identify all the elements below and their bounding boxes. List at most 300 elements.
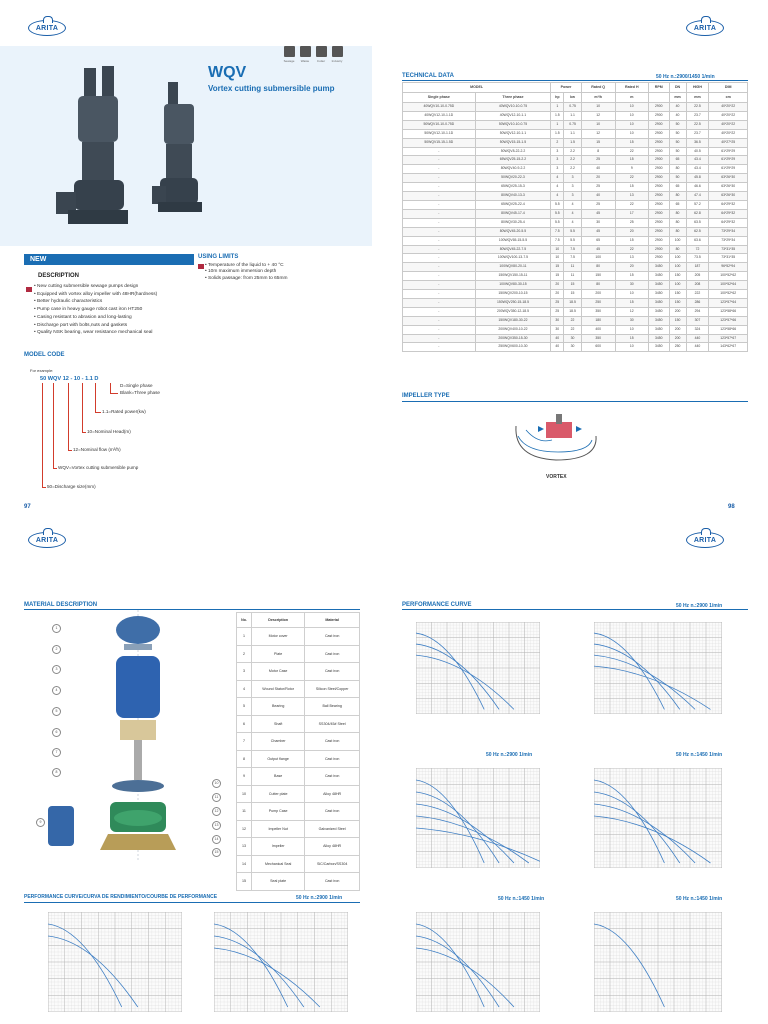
table-cell: 47.4	[686, 192, 709, 201]
code-line	[53, 383, 54, 468]
table-row	[403, 298, 748, 307]
table-cell: 63*26*30	[709, 174, 748, 183]
perf-freq-label: 50 Hz n.:2900 1/min	[486, 752, 533, 758]
table-row	[403, 111, 748, 120]
table-cell: 9	[615, 165, 648, 174]
table-cell: 5.5	[551, 200, 564, 209]
table-cell: 286	[686, 298, 709, 307]
table-cell: 2900	[648, 174, 669, 183]
callout-12: 12	[212, 807, 221, 816]
callout-8: 8	[52, 768, 61, 777]
table-cell: 100WQV80-30-15	[475, 281, 551, 290]
table-cell: 1	[237, 628, 252, 646]
callout-7: 7	[52, 748, 61, 757]
table-cell: 150WQV150-15-11	[475, 272, 551, 281]
perf-freq-label: 50 Hz n.:1450 1/min	[498, 896, 545, 902]
table-cell: 80	[581, 263, 615, 272]
table-cell: 65	[669, 183, 686, 192]
table-cell: 25	[551, 307, 564, 316]
table-row	[403, 236, 748, 245]
table-cell: 50WQV10-10-0.75	[475, 120, 551, 129]
limit-item: • 10m maximum immersion depth	[205, 269, 287, 275]
table-cell: 200	[669, 307, 686, 316]
table-cell: 22	[564, 325, 581, 334]
table-cell: Cutter plate	[252, 785, 305, 803]
table-cell: 65	[669, 156, 686, 165]
table-row	[403, 227, 748, 236]
table-cell: 150WQV250-15-18.5	[475, 298, 551, 307]
table-cell: 40WQV12-10-1.1D	[403, 111, 476, 120]
table-row	[403, 245, 748, 254]
table-cell: 18.5	[564, 298, 581, 307]
table-row	[237, 680, 360, 698]
col-sub-hp: hp	[551, 93, 564, 103]
col-sub-high-unit: mm	[686, 93, 709, 103]
table-cell: 12	[581, 129, 615, 138]
code-entry-phase-alt: Blank=Three phase	[120, 390, 160, 395]
table-cell: 15	[551, 272, 564, 281]
table-cell: 50	[669, 147, 686, 156]
code-line	[68, 383, 69, 450]
table-row	[237, 698, 360, 716]
table-cell: Output flange	[252, 750, 305, 768]
table-cell: 2.2	[564, 147, 581, 156]
table-cell: 80WQV45-20-5.5	[475, 227, 551, 236]
table-cell: 25	[581, 183, 615, 192]
table-cell: 150	[669, 272, 686, 281]
description-marker-icon	[26, 287, 32, 292]
table-cell: 25	[581, 156, 615, 165]
table-cell: 30	[564, 334, 581, 343]
performance-chart	[416, 622, 540, 714]
callout-2: 2	[52, 645, 61, 654]
callout-9: 9	[36, 818, 45, 827]
table-cell: 5.5	[564, 236, 581, 245]
table-cell: 1.1	[564, 111, 581, 120]
table-row	[403, 120, 748, 129]
table-cell: -	[403, 272, 476, 281]
waste-label: Waste	[300, 59, 310, 63]
col-header-high: HIGH	[686, 83, 709, 93]
table-cell: 100	[669, 263, 686, 272]
code-entry-type: WQV=Vortex cutting submersible pump	[58, 465, 139, 470]
table-cell: Motor Case	[252, 663, 305, 681]
table-row	[237, 715, 360, 733]
code-entry-phase: D=Single phase	[120, 383, 153, 388]
table-cell: 200	[581, 290, 615, 299]
table-cell: 64*29*32	[709, 218, 748, 227]
table-cell: 22	[615, 147, 648, 156]
table-cell: 294	[686, 307, 709, 316]
description-item: • Pump case in heavy gauge robot cast iron HT250	[34, 306, 157, 314]
table-cell: 80	[669, 209, 686, 218]
table-cell: 73*31*35	[709, 254, 748, 263]
table-cell: 61*29*29	[709, 156, 748, 165]
table-row	[237, 820, 360, 838]
callout-10: 10	[212, 779, 221, 788]
table-cell: 1	[551, 120, 564, 129]
table-cell: 7.5	[564, 245, 581, 254]
exploded-pump-diagram	[40, 610, 210, 870]
mat-col-material: Material	[305, 613, 360, 628]
table-cell: 36.5	[686, 138, 709, 147]
table-row	[237, 838, 360, 856]
description-title: DESCRIPTION	[38, 273, 80, 279]
table-row	[403, 200, 748, 209]
table-cell: 3450	[648, 263, 669, 272]
table-cell: 123*57*66	[709, 316, 748, 325]
table-cell: 4	[564, 218, 581, 227]
table-cell: 30	[564, 343, 581, 352]
brand-logo: ARITA	[686, 532, 724, 548]
table-row	[237, 855, 360, 873]
mat-col-description: Description	[252, 613, 305, 628]
table-cell: 100*52*62	[709, 272, 748, 281]
table-cell: 440	[686, 343, 709, 352]
technical-data-title: TECHNICAL DATA	[402, 73, 454, 79]
table-cell: 2900	[648, 183, 669, 192]
table-cell: 65	[581, 236, 615, 245]
table-cell: 72	[686, 245, 709, 254]
mat-col-no: No.	[237, 613, 252, 628]
table-cell: 43.4	[686, 156, 709, 165]
table-cell: 62.5	[686, 227, 709, 236]
description-item: • Quality NSK bearing, wear resistance mechanical seal	[34, 329, 157, 337]
table-cell: 4	[551, 183, 564, 192]
table-cell: 50	[669, 120, 686, 129]
table-cell: 100	[669, 254, 686, 263]
new-bar: NEW	[24, 254, 194, 265]
table-cell: 7.5	[564, 254, 581, 263]
table-cell: 205	[686, 272, 709, 281]
table-cell: 100	[581, 254, 615, 263]
table-cell: 7	[237, 733, 252, 751]
impeller-title: IMPELLER TYPE	[402, 393, 450, 399]
performance-chart	[594, 768, 722, 868]
table-cell: 80	[669, 192, 686, 201]
table-cell: 123*57*67	[709, 334, 748, 343]
callout-6: 6	[52, 728, 61, 737]
table-cell: -	[403, 298, 476, 307]
table-cell: Pump Case	[252, 803, 305, 821]
table-cell: Cast iron	[305, 628, 360, 646]
table-cell: 80	[669, 218, 686, 227]
table-cell: 80WQV40-9-2.2	[475, 165, 551, 174]
table-row	[237, 785, 360, 803]
table-cell: 25	[551, 298, 564, 307]
table-cell: SiC/Carbon/SS304	[305, 855, 360, 873]
divider	[402, 401, 748, 402]
table-cell: Alloy 48HR	[305, 785, 360, 803]
table-cell: 65WQV25-22-4	[475, 200, 551, 209]
table-cell: 50WQV12-10-1.1D	[403, 129, 476, 138]
table-row	[403, 307, 748, 316]
table-cell: 150WQV180-30-22	[475, 316, 551, 325]
table-cell: 18.5	[564, 307, 581, 316]
table-cell: 5	[237, 698, 252, 716]
table-cell: 61*29*29	[709, 165, 748, 174]
table-cell: 17	[615, 209, 648, 218]
performance-chart	[416, 768, 540, 868]
col-header-rated-q: Rated Q	[581, 83, 615, 93]
table-cell: 200WQV350-15-30	[475, 334, 551, 343]
model-code-title: MODEL CODE	[24, 352, 65, 358]
table-cell: Cast iron	[305, 733, 360, 751]
table-cell: 30	[615, 316, 648, 325]
table-cell: 12	[615, 307, 648, 316]
table-cell: 2900	[648, 165, 669, 174]
table-cell: 20	[551, 290, 564, 299]
col-sub-dn-unit: mm	[669, 93, 686, 103]
table-row	[403, 343, 748, 352]
technical-data-freq: 50 Hz n.:2900/1450 1/min	[656, 74, 715, 80]
table-cell: 22	[615, 245, 648, 254]
table-cell: 10	[615, 111, 648, 120]
table-cell: 3450	[648, 343, 669, 352]
description-list	[34, 283, 157, 337]
table-cell: 5.5	[551, 209, 564, 218]
table-cell: 4	[551, 192, 564, 201]
table-cell: -	[403, 218, 476, 227]
table-cell: 40WQV12-10-1.1	[475, 111, 551, 120]
table-cell: 15	[615, 272, 648, 281]
table-cell: 2	[237, 645, 252, 663]
table-cell: 200	[669, 325, 686, 334]
page-number: 98	[728, 504, 735, 510]
table-cell: 50WQV20-22-3	[475, 174, 551, 183]
table-cell: 324	[686, 325, 709, 334]
table-cell: 15	[564, 281, 581, 290]
table-row	[403, 209, 748, 218]
table-cell: 10	[615, 103, 648, 112]
table-cell: 80	[669, 165, 686, 174]
table-cell: Cast iron	[305, 768, 360, 786]
col-sub-single: Single phase	[403, 93, 476, 103]
table-cell: 307	[686, 316, 709, 325]
divider	[402, 80, 748, 81]
table-cell: 40	[669, 103, 686, 112]
description-item: • Discharge port with bolts,nuts and gaskets	[34, 322, 157, 330]
table-row	[237, 768, 360, 786]
table-row	[403, 281, 748, 290]
table-cell: 10	[581, 103, 615, 112]
table-row	[403, 165, 748, 174]
table-row	[403, 254, 748, 263]
table-cell: 12	[237, 820, 252, 838]
col-sub-h-unit: m	[615, 93, 648, 103]
brand-logo: ARITA	[686, 20, 724, 36]
table-row	[403, 334, 748, 343]
col-sub-three: Three phase	[475, 93, 551, 103]
table-cell: 150	[669, 316, 686, 325]
table-cell: 3450	[648, 272, 669, 281]
table-cell: 10	[615, 290, 648, 299]
table-cell: 40WQV10-10-0.75D	[403, 103, 476, 112]
col-header-model: MODEL	[403, 83, 551, 93]
callout-3: 3	[52, 665, 61, 674]
table-cell: 2.2	[564, 165, 581, 174]
table-cell: 15	[581, 138, 615, 147]
table-cell: -	[403, 325, 476, 334]
table-cell: -	[403, 254, 476, 263]
divider	[24, 902, 360, 903]
table-cell: 100*52*62	[709, 290, 748, 299]
table-cell: 3	[564, 174, 581, 183]
table-cell: Cast iron	[305, 803, 360, 821]
limit-item: • Temperature of the liquid to + 40 °C	[205, 263, 287, 269]
table-cell: 1.5	[551, 129, 564, 138]
table-cell: 3450	[648, 334, 669, 343]
performance-title-bottom: PERFORMANCE CURVE/CURVA DE RENDIMIENTO/COURBE DE PERFORMANCE	[24, 894, 218, 900]
table-cell: 13	[237, 838, 252, 856]
code-entry-flow: 12=Nominal flow (m³/h)	[73, 447, 121, 452]
code-entry-power: 1.1=Rated power(kw)	[102, 409, 146, 414]
table-cell: 600	[581, 343, 615, 352]
table-cell: 2900	[648, 147, 669, 156]
table-cell: 23.7	[686, 111, 709, 120]
table-row	[403, 325, 748, 334]
table-cell: -	[403, 290, 476, 299]
table-cell: 4	[564, 209, 581, 218]
model-code-example: For example:	[30, 368, 54, 373]
table-cell: Ball Bearing	[305, 698, 360, 716]
table-row	[403, 147, 748, 156]
table-cell: 150	[669, 290, 686, 299]
table-row	[403, 316, 748, 325]
table-cell: 64*29*32	[709, 200, 748, 209]
table-row	[237, 628, 360, 646]
table-cell: 25	[615, 218, 648, 227]
table-cell: 80WQV40-13-3	[475, 192, 551, 201]
table-cell: Base	[252, 768, 305, 786]
code-line	[95, 412, 101, 413]
table-cell: 40*20*22	[709, 129, 748, 138]
table-cell: 200	[669, 334, 686, 343]
table-cell: 3450	[648, 316, 669, 325]
table-cell: 80	[669, 227, 686, 236]
material-title: MATERIAL DESCRIPTION	[24, 602, 98, 608]
callout-4: 4	[52, 686, 61, 695]
callout-1: 1	[52, 624, 61, 633]
col-sub-kw: kw	[564, 93, 581, 103]
table-cell: 2900	[648, 138, 669, 147]
table-cell: Plate	[252, 645, 305, 663]
table-cell: Cast iron	[305, 873, 360, 891]
table-cell: 3	[564, 183, 581, 192]
table-cell: Alloy 48HR	[305, 838, 360, 856]
description-item: • Equipped with vortex alloy impeller with 48HR(hardness)	[34, 291, 157, 299]
table-cell: 50WQV8-22-2.2	[475, 147, 551, 156]
table-cell: 80WQV45-17-4	[475, 209, 551, 218]
table-cell: 15	[615, 183, 648, 192]
table-cell: 15	[615, 334, 648, 343]
table-cell: 100WQV100-13-7.5	[475, 254, 551, 263]
table-cell: 2900	[648, 111, 669, 120]
table-cell: 3	[564, 192, 581, 201]
table-cell: 8	[237, 750, 252, 768]
table-cell: 3	[551, 165, 564, 174]
table-cell: 80	[581, 281, 615, 290]
table-cell: 100	[669, 236, 686, 245]
table-cell: 65WQV25-15-2.2	[475, 156, 551, 165]
table-cell: 11	[564, 263, 581, 272]
table-cell: 5.5	[551, 218, 564, 227]
table-cell: -	[403, 147, 476, 156]
industry-icon	[332, 46, 343, 57]
table-row	[403, 174, 748, 183]
table-cell: 3450	[648, 298, 669, 307]
table-cell: 30	[551, 316, 564, 325]
table-cell: 400	[581, 325, 615, 334]
table-row	[403, 138, 748, 147]
table-cell: 10	[615, 325, 648, 334]
col-sub-rpm	[648, 93, 669, 103]
table-cell: 250WQV600-10-30	[475, 343, 551, 352]
table-cell: 15	[551, 263, 564, 272]
pump-image-large	[48, 62, 148, 242]
table-cell: 80WQV30-25-4	[475, 218, 551, 227]
table-cell: Bearing	[252, 698, 305, 716]
table-cell: 10	[237, 785, 252, 803]
table-cell: 22	[564, 316, 581, 325]
table-cell: 143*62*67	[709, 343, 748, 352]
callout-5: 5	[52, 707, 61, 716]
table-cell: 3450	[648, 307, 669, 316]
code-line	[42, 487, 46, 488]
table-cell: -	[403, 263, 476, 272]
table-row	[237, 750, 360, 768]
table-cell: 13	[615, 254, 648, 263]
table-cell: 45	[581, 245, 615, 254]
table-cell: Motor cover	[252, 628, 305, 646]
table-cell: 100*52*64	[709, 281, 748, 290]
table-cell: 80WQV45-22-7.5	[475, 245, 551, 254]
table-cell: 350	[581, 334, 615, 343]
table-cell: 25	[581, 200, 615, 209]
table-cell: 73*29*34	[709, 236, 748, 245]
table-cell: Mechanical Seal	[252, 855, 305, 873]
table-cell: 2900	[648, 236, 669, 245]
page-number: 97	[24, 504, 31, 510]
table-cell: 20	[581, 174, 615, 183]
code-line	[68, 450, 72, 451]
table-cell: Shaft	[252, 715, 305, 733]
table-cell: 15	[615, 236, 648, 245]
table-row	[237, 803, 360, 821]
table-cell: 123*57*64	[709, 298, 748, 307]
table-cell: 150WQV200-10-15	[475, 290, 551, 299]
col-header-rpm: RPM	[648, 83, 669, 93]
performance-freq-bottom: 50 Hz n.:2900 1/min	[296, 895, 343, 901]
table-cell: Galvanized Steel	[305, 820, 360, 838]
table-cell: SS304/45# Steel	[305, 715, 360, 733]
description-item: • Better hydraulic characteristics	[34, 298, 157, 306]
table-cell: 65WQV25-15-3	[475, 183, 551, 192]
table-cell: 4	[564, 200, 581, 209]
brand-logo: ARITA	[28, 20, 66, 36]
table-cell: 22.5	[686, 103, 709, 112]
cutter-icon	[316, 46, 327, 57]
table-cell: 63*26*30	[709, 192, 748, 201]
table-cell: 40*27*25	[709, 138, 748, 147]
table-row	[403, 103, 748, 112]
table-cell: -	[403, 200, 476, 209]
table-cell: 208	[686, 281, 709, 290]
table-cell: 30	[551, 325, 564, 334]
table-cell: 2900	[648, 218, 669, 227]
model-code-string: 50 WQV 12 - 10 - 1.1 D	[40, 376, 99, 382]
table-cell: 2.2	[564, 156, 581, 165]
